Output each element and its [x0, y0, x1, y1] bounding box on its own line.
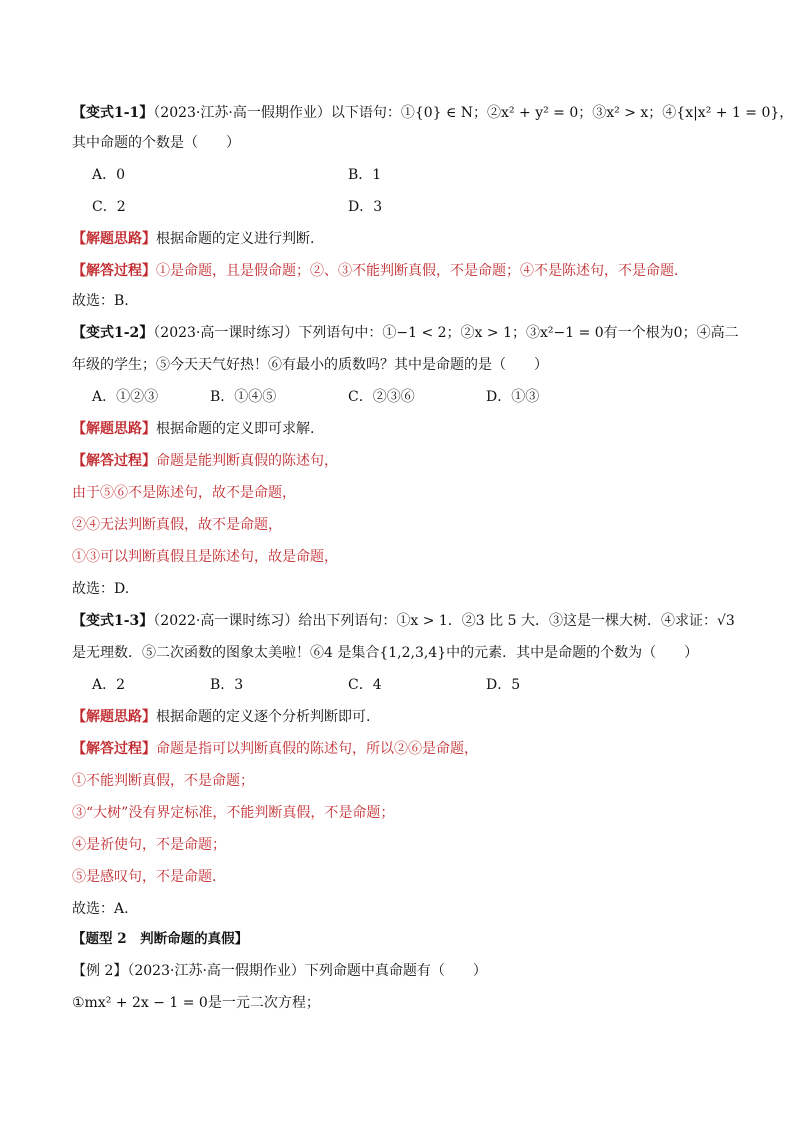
process-text: 命题是指可以判断真假的陈述句，所以②⑥是命题， — [156, 741, 478, 757]
option-d: D．3 — [348, 199, 383, 215]
solution-idea — [72, 420, 314, 438]
answer: 故选：D. — [72, 581, 130, 597]
option-a: A．①②③ — [92, 389, 159, 405]
process-tag: 【解答过程】 — [72, 453, 156, 469]
solution-idea — [72, 708, 370, 726]
question-tag: 【变式1-3】 — [72, 613, 154, 629]
question-tag: 【变式1-1】 — [72, 105, 154, 121]
idea-tag: 【解题思路】 — [72, 709, 156, 725]
question-tag: 【变式1-2】 — [72, 325, 154, 341]
answer: 故选：A. — [72, 901, 129, 917]
solution-process — [72, 740, 478, 758]
option-c: C．2 — [92, 199, 126, 215]
process-step: ⑤是感叹句，不是命题． — [72, 869, 226, 885]
option-b: B．①④⑤ — [210, 389, 277, 405]
process-step: ①③可以判断真假且是陈述句，故是命题， — [72, 549, 338, 565]
section-title: 【题型 2 判断命题的真假】 — [72, 931, 249, 947]
example-2-line-2: ①mx² + 2x − 1 = 0是一元二次方程； — [72, 995, 320, 1011]
option-c: C．4 — [348, 677, 382, 693]
process-step: ②④无法判断真假，故不是命题， — [72, 517, 282, 533]
question-text: （2022·高一课时练习）给出下列语句：①x > 1．②3 比 5 大．③这是一棵大树．④求证：√3 — [153, 613, 735, 629]
process-step: ④是祈使句，不是命题； — [72, 837, 226, 853]
example-tag: 【例 2】 — [72, 963, 128, 979]
idea-text: 根据命题的定义即可求解. — [156, 421, 315, 437]
example-text: （2023·江苏·高一假期作业）下列命题中真命题有（ ） — [127, 963, 487, 979]
process-step: ①不能判断真假，不是命题； — [72, 773, 254, 789]
example-2-line-1 — [72, 962, 487, 980]
option-a: A．2 — [92, 677, 126, 693]
idea-tag: 【解题思路】 — [72, 231, 156, 247]
question-text: （2023·江苏·高一假期作业）以下语句：①{0} ∈ N；②x² + y² = 0；③x² > x；④{x|x² + 1 = 0}， — [153, 105, 794, 121]
process-text: ①是命题，且是假命题；②、③不能判断真假，不是命题；④不是陈述句，不是命题． — [156, 263, 688, 279]
option-c: C．②③⑥ — [348, 389, 415, 405]
question-1-1-line-1 — [72, 104, 793, 122]
question-1-2-line-1 — [72, 324, 739, 342]
answer: 故选：B. — [72, 293, 129, 309]
solution-process — [72, 452, 338, 470]
option-d: D．①③ — [486, 389, 540, 405]
option-d: D．5 — [486, 677, 521, 693]
process-text: 命题是能判断真假的陈述句， — [156, 453, 338, 469]
question-1-2-line-2: 年级的学生；⑤今天天气好热！⑥有最小的质数吗？其中是命题的是（ ） — [72, 357, 548, 373]
process-step: 由于⑤⑥不是陈述句，故不是命题， — [72, 485, 296, 501]
idea-text: 根据命题的定义进行判断. — [156, 231, 315, 247]
question-1-3-line-1 — [72, 612, 735, 630]
question-1-1-line-2: 其中命题的个数是（ ） — [72, 135, 240, 151]
option-a: A．0 — [92, 167, 126, 183]
question-text: （2023·高一课时练习）下列语句中：①−1 < 2；②x > 1；③x²−1 = 0有一个根为0；④高二 — [153, 325, 739, 341]
process-tag: 【解答过程】 — [72, 741, 156, 757]
process-tag: 【解答过程】 — [72, 263, 156, 279]
option-b: B．1 — [348, 167, 382, 183]
process-step: ③“大树”没有界定标准，不能判断真假，不是命题； — [72, 805, 395, 821]
question-1-3-line-2: 是无理数．⑤二次函数的图象太美啦！⑥4 是集合{1,2,3,4}中的元素．其中是命题的个数为（ ） — [72, 645, 699, 661]
option-b: B．3 — [210, 677, 244, 693]
solution-idea — [72, 230, 314, 248]
idea-tag: 【解题思路】 — [72, 421, 156, 437]
solution-process — [72, 262, 688, 280]
idea-text: 根据命题的定义逐个分析判断即可. — [156, 709, 371, 725]
